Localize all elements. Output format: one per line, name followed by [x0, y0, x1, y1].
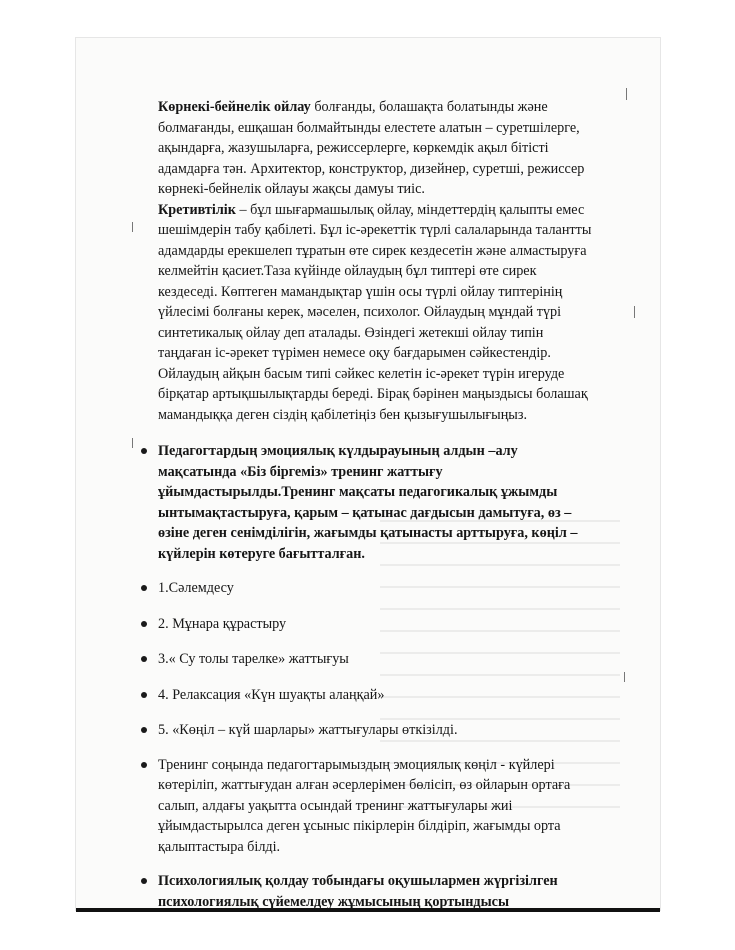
bullet-icon	[141, 878, 147, 884]
bullet-icon	[141, 762, 147, 768]
document-body	[158, 97, 598, 912]
scan-mark	[624, 672, 625, 682]
term-creativity: Кретивтілік	[158, 201, 236, 218]
bullet-list	[158, 441, 598, 912]
list-item-text: Психологиялық қолдау тобындағы оқушылармен жүргізілген психологиялық сүйемелдеу жұмысының қортындысы	[158, 873, 558, 910]
scan-mark	[634, 306, 635, 318]
list-item-text: Тренинг соңында педагогтарымыздың эмоциялық көңіл - күйлері көтеріліп, жаттығудан алған әсерлерімен бөлісіп, өз ойларын ортаға салып, алдағы уақытта осындай тренинг жаттығулары жиі ұйымдастырылса деген ұсыныс пікірлерін білдіріп, жағымды орта қалыптастыра білді.	[158, 756, 571, 855]
term-visual-thinking: Көрнекі-бейнелік ойлау	[158, 99, 311, 115]
list-item-text: Педагогтардың эмоциялық күлдырауының алдын –алу мақсатында «Біз біргеміз» тренинг жаттығу ұйымдастырылды.Тренинг мақсаты педагогикалық ұжымды ынтымақтастыруға, қарым – қатынас дағдысын дамытуға, өз – өзіне деген сенімділігін, жағымды қатынасты арттыруға, көңіл – күйлерін көтеруге бағытталған.	[158, 443, 578, 562]
list-item-text: 2. Мұнара құрастыру	[158, 615, 287, 632]
scan-mark	[132, 438, 133, 448]
scan-mark	[132, 222, 133, 232]
bullet-icon	[141, 621, 147, 627]
paragraph-visual-thinking	[158, 97, 598, 200]
bullet-icon	[141, 692, 147, 698]
list-item	[158, 755, 598, 858]
paragraph-creativity	[158, 200, 598, 426]
paragraph-text: – бұл шығармашылық ойлау, міндеттердің қалыпты емес шешімдерін табу қабілеті. Бұл іс-әрекеттік түрлі салаларында талантты адамдарды ерекшелеп тұратын өте сирек кездесетін және алмастыруға келмейтін қасиет.Таза күйінде ойлаудың бұл типтері өте сирек кездеседі. Көптеген мамандықтар үшін осы түрлі ойлау типтерінің үйлесімі болғаны керек, мәселен, психолог. Ойлаудың мұндай түрі синтетикалық ойлау деп аталады. Өзіндегі жетекші ойлау типін таңдаған іс-әрекет түрімен немесе оқу бағдарымен сәйкестендір. Ойлаудың айқын басым типі сәйкес келетін іс-әрекет түрін игеруде бірқатар артықшылықтарды береді. Бірақ бәрінен маңыздысы болашақ мамандыққа деген сіздің қабілетіңіз бен қызығушылығыңыз.	[158, 201, 592, 423]
bullet-icon	[141, 585, 147, 591]
list-item-text: 4. Релаксация «Күн шуақты алаңқай»	[158, 686, 385, 703]
list-item	[158, 649, 598, 670]
list-item-text: 1.Сәлемдесу	[158, 580, 234, 596]
list-item-text: 3.« Су толы тарелке» жаттығуы	[158, 651, 349, 667]
list-item	[158, 685, 598, 706]
list-item	[158, 578, 598, 599]
paragraph-text: болғанды, болашақта болатынды және болмағанды, ешқашан болмайтынды елестете алатын – суретшілерге, ақындарға, жазушыларға, режиссерлерге, көркемдік ақыл бітісті адамдарға тән. Архитектор, конструктор, дизейнер, суретші, режиссер көрнекі-бейнелік ойлауы жақсы дамуы тиіс.	[158, 99, 585, 197]
list-item	[158, 614, 598, 635]
bullet-icon	[141, 727, 147, 733]
scan-mark	[626, 88, 627, 100]
list-item	[158, 720, 598, 741]
list-item	[158, 871, 598, 912]
bullet-icon	[141, 448, 147, 454]
list-item-text: 5. «Көңіл – күй шарлары» жаттығулары өткізілді.	[158, 722, 458, 738]
bullet-icon	[141, 656, 147, 662]
list-item	[158, 441, 598, 564]
